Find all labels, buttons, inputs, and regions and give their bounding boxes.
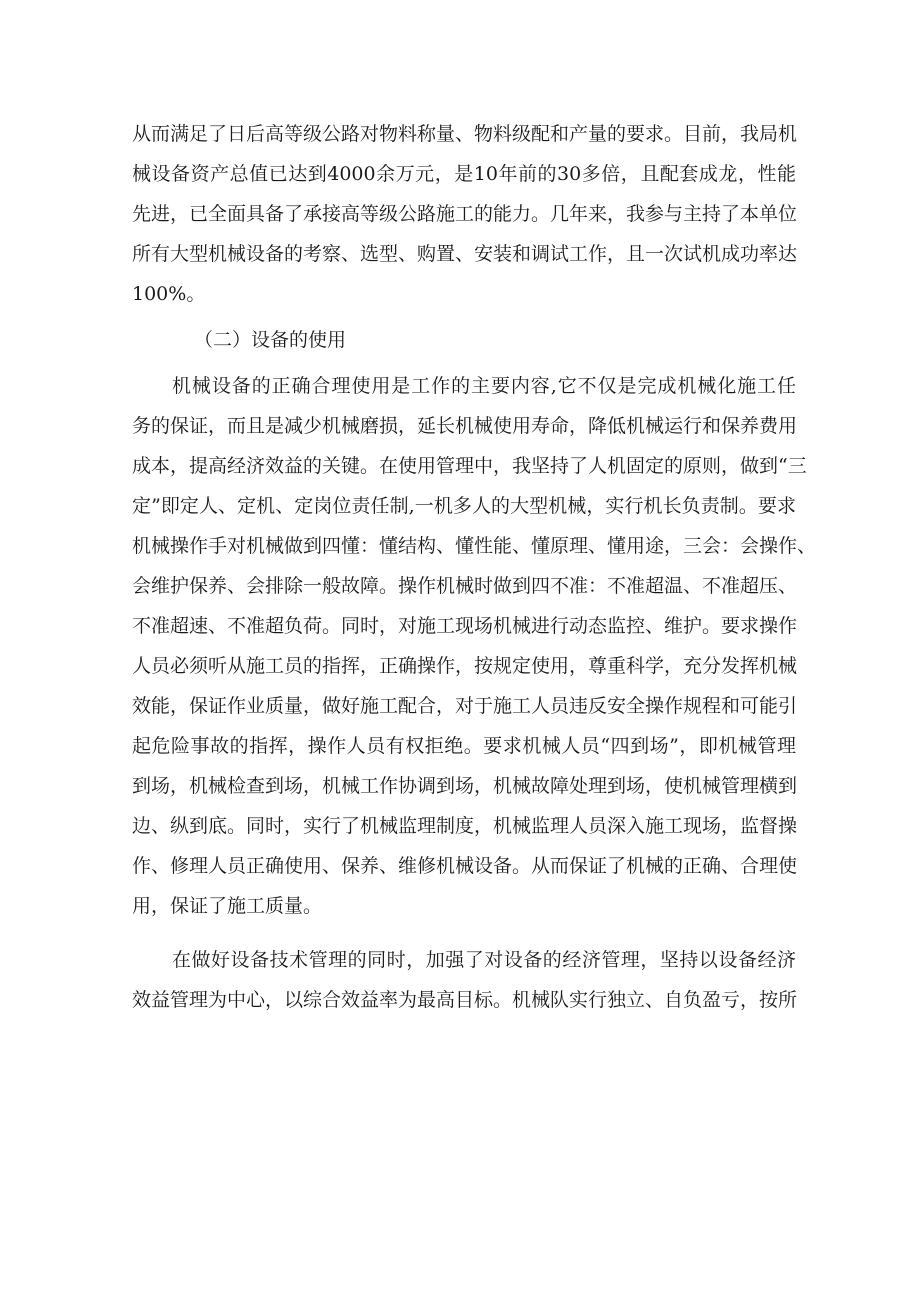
text-line: 人员必须听从施工员的指挥，正确操作，按规定使用，尊重科学，充分发挥机械 bbox=[132, 655, 798, 677]
text-line: 作、修理人员正确使用、保养、维修机械设备。从而保证了机械的正确、合理使 bbox=[132, 855, 798, 877]
text-line: 务的保证，而且是减少机械磨损，延长机械使用寿命，降低机械运行和保养费用 bbox=[132, 415, 798, 437]
text-line: 效益管理为中心，以综合效益率为最高目标。机械队实行独立、自负盈亏，按所 bbox=[132, 989, 798, 1011]
text-line: 先进，已全面具备了承接高等级公路施工的能力。几年来，我参与主持了本单位 bbox=[132, 203, 798, 225]
text-line: 机械操作手对机械做到四懂：懂结构、懂性能、懂原理、懂用途，三会：会操作、 bbox=[132, 535, 817, 557]
paragraph-3 bbox=[132, 940, 796, 1020]
text-line: 效能，保证作业质量，做好施工配合，对于施工人员违反安全操作规程和可能引 bbox=[132, 695, 798, 717]
text-line: 不准超速、不准超负荷。同时，对施工现场机械进行动态监控、维护。要求操作 bbox=[132, 615, 798, 637]
text-line: 从而满足了日后高等级公路对物料称量、物料级配和产量的要求。目前，我局机 bbox=[132, 123, 798, 145]
section-heading: （二）设备的使用 bbox=[194, 329, 347, 351]
text-line: 机械设备的正确合理使用是工作的主要内容,它不仅是完成机械化施工任 bbox=[172, 375, 796, 397]
text-line: 所有大型机械设备的考察、选型、购置、安装和调试工作，且一次试机成功率达 bbox=[132, 243, 798, 265]
paragraph-1 bbox=[132, 114, 796, 314]
text-line: 会维护保养、会排除一般故障。操作机械时做到四不准：不准超温、不准超压、 bbox=[132, 575, 798, 597]
document-body bbox=[132, 114, 817, 1020]
text-line: 械设备资产总值已达到4000余万元，是10年前的30多倍，且配套成龙，性能 bbox=[132, 163, 796, 185]
text-line: 成本，提高经济效益的关键。在使用管理中，我坚持了人机固定的原则，做到“三 bbox=[132, 455, 807, 477]
text-line: 用，保证了施工质量。 bbox=[132, 895, 323, 917]
text-line: 起危险事故的指挥，操作人员有权拒绝。要求机械人员“四到场”，即机械管理 bbox=[132, 735, 796, 757]
paragraph-2 bbox=[132, 366, 817, 926]
text-line: 到场，机械检查到场，机械工作协调到场，机械故障处理到场，使机械管理横到 bbox=[132, 775, 798, 797]
text-line: 边、纵到底。同时，实行了机械监理制度，机械监理人员深入施工现场，监督操 bbox=[132, 815, 798, 837]
text-line: 定”即定人、定机、定岗位责任制,一机多人的大型机械，实行机长负责制。要求 bbox=[132, 495, 796, 517]
text-line: 100%。 bbox=[132, 283, 206, 305]
text-line: 在做好设备技术管理的同时，加强了对设备的经济管理，坚持以设备经济 bbox=[172, 949, 796, 971]
